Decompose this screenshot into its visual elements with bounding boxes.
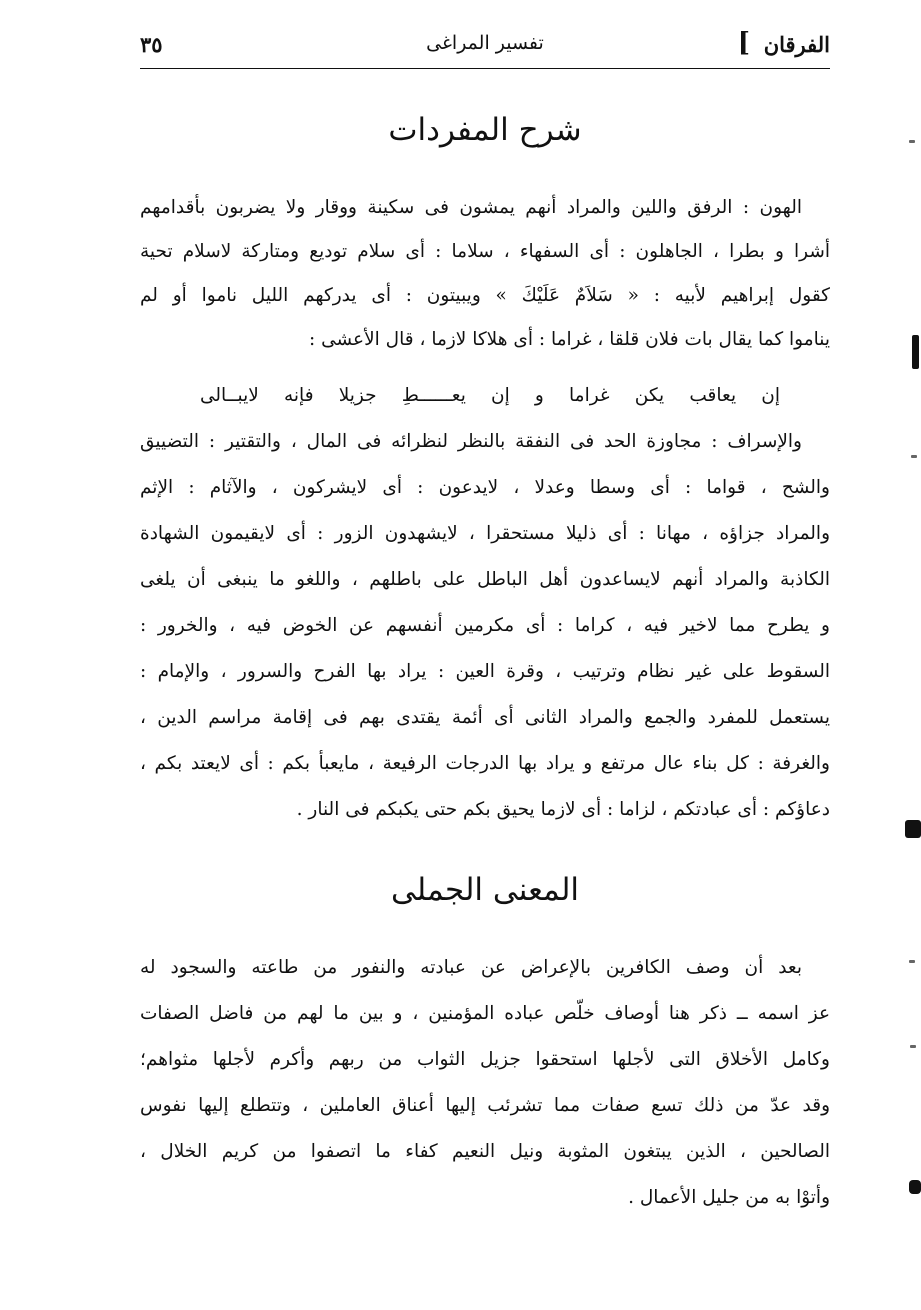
header-rule [140, 68, 830, 69]
book-title: تفسير المراغى [426, 32, 544, 54]
scan-speck [910, 1045, 916, 1048]
scan-speck [909, 140, 915, 143]
vocab-line-10: السقوط على غير نظام وترتيب ، وقرة العين : يراد بها الفرح والسرور ، والإمام : [140, 661, 830, 682]
vocab-line-11: يستعمل للمفرد والجمع والمراد الثانى أى أئمة يقتدى بهم فى إقامة مراسم الدين ، [140, 707, 830, 728]
scan-speck [909, 960, 915, 963]
scan-edge-mark [905, 820, 921, 838]
header-bracket: ] [737, 28, 750, 58]
meaning-line-6: وأتوْا به من جليل الأعمال . [628, 1187, 830, 1208]
scan-edge-mark [909, 1180, 921, 1194]
meaning-line-1: بعد أن وصف الكافرين بالإعراض عن عبادته والنفور من طاعته والسجود له [140, 957, 802, 978]
vocab-line-6: والشح ، قواما : أى وسطا وعدلا ، لايدعون : أى لايشركون ، والآثام : الإثم [140, 477, 830, 498]
scan-speck [911, 455, 917, 458]
vocab-line-5: والإسراف : مجاوزة الحد فى النفقة بالنظر لنظرائه فى المال ، والتقتير : التضييق [140, 431, 802, 452]
vocab-line-13: دعاؤكم : أى عبادتكم ، لزاما : أى لازما يحيق بكم حتى يكبكم فى النار . [296, 799, 830, 820]
poetry-verse: إن يعاقب يكن غراما و إن يعــــــطِ جزيلا فإنه لايبــالى [200, 385, 780, 406]
meaning-line-5: الصالحين ، الذين يبتغون المثوبة ونيل النعيم كفاء ما اتصفوا من كريم الخلال ، [140, 1141, 830, 1162]
vocab-line-1: الهون : الرفق واللين والمراد أنهم يمشون فى سكينة ووقار ولا يضربون بأقدامهم [140, 197, 802, 218]
meaning-section-title: المعنى الجملى [390, 872, 580, 908]
vocab-line-12: والغرفة : كل بناء عال مرتفع و يراد بها الدرجات الرفيعة ، مايعبأ بكم : أى لايعتد بكم ، [140, 753, 830, 774]
vocab-line-8: الكاذبة والمراد أنهم لايساعدون أهل الباطل على باطلهم ، واللغو ما ينبغى أن يلغى [140, 569, 830, 590]
vocab-line-3: كقول إبراهيم لأبيه : « سَلاَمٌ عَلَيْكَ » ويبيتون : أى يدركهم الليل ناموا أو لم [140, 285, 830, 306]
vocab-line-2: أشرا و بطرا ، الجاهلون : أى السفهاء ، سلاما : أى سلام توديع ومتاركة لاسلام تحية [140, 241, 830, 262]
vocab-line-4: يناموا كما يقال بات فلان قلقا ، غراما : أى هلاكا لازما ، قال الأعشى : [309, 329, 830, 350]
vocab-section-title: شرح المفردات [388, 112, 582, 148]
running-header [140, 28, 830, 68]
vocab-line-7: والمراد جزاؤه ، مهانا : أى ذليلا مستحقرا ، لايشهدون الزور : أى لايقيمون الشهادة [140, 523, 830, 544]
scan-edge-mark [912, 335, 919, 369]
page-number: ٣٥ [140, 32, 163, 57]
meaning-line-2: عز اسمه ــ ذكر هنا أوصاف خلّص عباده المؤمنين ، و بين ما لهم من فاضل الصفات [140, 1003, 830, 1024]
surah-name: الفرقان [763, 32, 830, 57]
meaning-line-3: وكامل الأخلاق التى لأجلها استحقوا جزيل الثواب من ربهم وأكرم لأجلها مثواهم؛ [140, 1049, 830, 1070]
meaning-line-4: وقد عدّ من ذلك تسع صفات مما تشرئب إليها أعناق العاملين ، وتتطلع إليها نفوس [140, 1095, 830, 1116]
vocab-line-9: و يطرح مما لاخير فيه ، كراما : أى مكرمين أنفسهم عن الخوض فيه ، والخرور : [140, 615, 830, 636]
